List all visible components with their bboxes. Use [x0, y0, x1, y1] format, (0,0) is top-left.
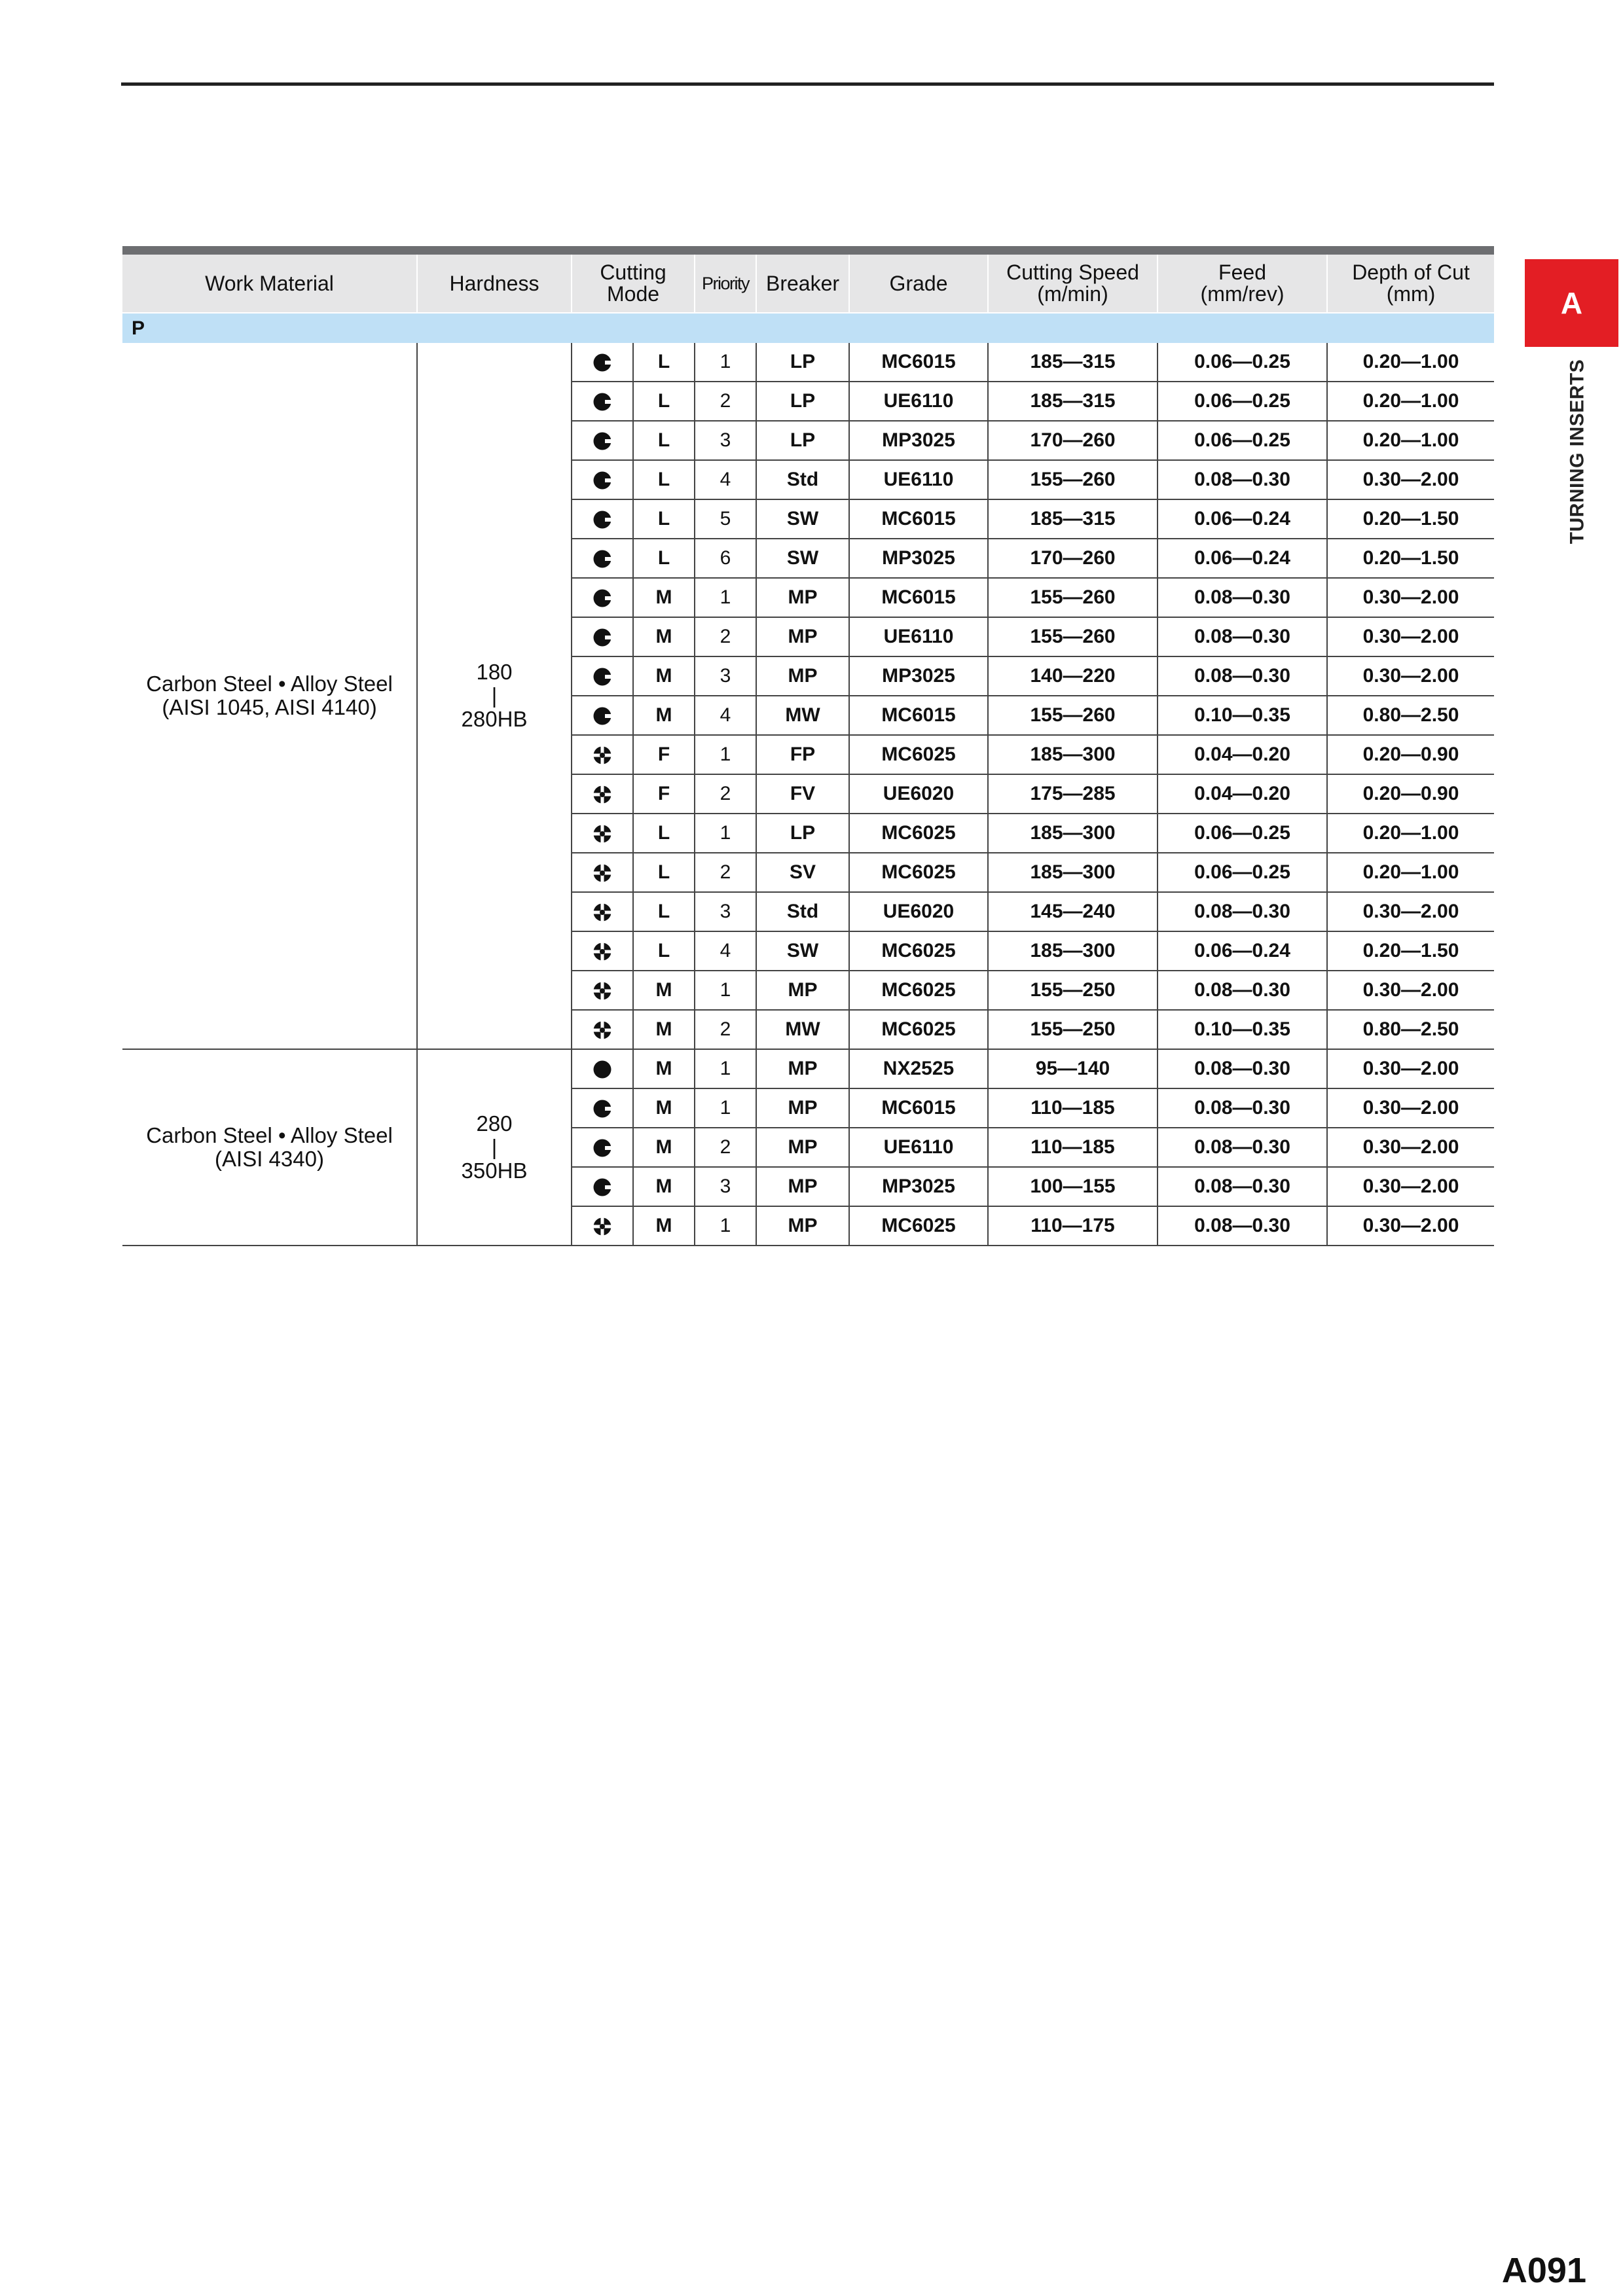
header-cutting-mode	[572, 255, 695, 313]
priority-cell: 2	[695, 774, 756, 814]
breaker-cell: FP	[756, 735, 849, 774]
header-breaker: Breaker	[756, 255, 849, 313]
breaker-cell: SW	[756, 539, 849, 578]
grade-cell: MC6025	[849, 853, 988, 892]
grade-cell: UE6020	[849, 774, 988, 814]
priority-cell: 1	[695, 1088, 756, 1128]
feed-cell: 0.08—0.30	[1158, 1049, 1327, 1088]
cutting-speed-cell: 140—220	[988, 656, 1158, 696]
table-body	[122, 343, 1494, 1246]
grade-cell: NX2525	[849, 1049, 988, 1088]
feed-cell: 0.06—0.25	[1158, 343, 1327, 382]
grade-type-cell	[572, 499, 633, 539]
cutting-mode-cell: M	[633, 1010, 695, 1049]
hardness-text: 350HB	[461, 1158, 528, 1183]
cutting-speed-cell: 155—260	[988, 460, 1158, 499]
grade-type-cell	[572, 578, 633, 617]
feed-cell: 0.10—0.35	[1158, 696, 1327, 735]
grade-type-cell	[572, 971, 633, 1010]
breaker-cell: MP	[756, 1167, 849, 1206]
cutting-mode-cell: M	[633, 1128, 695, 1167]
depth-of-cut-cell: 0.30—2.00	[1327, 971, 1494, 1010]
depth-of-cut-cell: 0.80—2.50	[1327, 1010, 1494, 1049]
cutting-speed-cell: 185—300	[988, 814, 1158, 853]
grade-type-cell	[572, 617, 633, 656]
depth-of-cut-cell: 0.20—1.50	[1327, 499, 1494, 539]
grade-type-cell	[572, 1128, 633, 1167]
feed-cell: 0.06—0.25	[1158, 853, 1327, 892]
depth-of-cut-cell: 0.20—1.00	[1327, 382, 1494, 421]
header-priority: Priority	[695, 255, 756, 313]
grade-cell: MC6025	[849, 735, 988, 774]
coated-carbide-icon	[593, 431, 612, 451]
coated-carbide-icon	[593, 549, 612, 569]
coated-carbide-icon	[593, 471, 612, 490]
cutting-speed-cell: 185—300	[988, 931, 1158, 971]
feed-cell: 0.08—0.30	[1158, 1128, 1327, 1167]
grade-type-cell	[572, 814, 633, 853]
header-hardness: Hardness	[417, 255, 572, 313]
priority-cell: 1	[695, 1206, 756, 1246]
feed-cell: 0.08—0.30	[1158, 578, 1327, 617]
cutting-conditions-table	[122, 246, 1494, 1246]
grade-cell: MP3025	[849, 539, 988, 578]
depth-of-cut-cell: 0.30—2.00	[1327, 1049, 1494, 1088]
grade-cell: MC6025	[849, 1206, 988, 1246]
breaker-cell: MP	[756, 1206, 849, 1246]
work-material-cell	[122, 1049, 417, 1246]
header-depth-line2: (mm)	[1386, 282, 1436, 306]
priority-cell: 3	[695, 1167, 756, 1206]
table-header-row	[122, 255, 1494, 313]
depth-of-cut-cell: 0.20—1.00	[1327, 853, 1494, 892]
grade-cell: MC6025	[849, 931, 988, 971]
cutting-mode-cell: M	[633, 1206, 695, 1246]
interrupted-cut-icon	[593, 824, 612, 844]
depth-of-cut-cell: 0.20—1.50	[1327, 539, 1494, 578]
cutting-speed-cell: 155—250	[988, 1010, 1158, 1049]
coated-carbide-icon	[593, 628, 612, 647]
table-row	[122, 1049, 1494, 1088]
priority-cell: 3	[695, 656, 756, 696]
depth-of-cut-cell: 0.20—1.00	[1327, 421, 1494, 460]
grade-type-cell	[572, 1088, 633, 1128]
feed-cell: 0.08—0.30	[1158, 971, 1327, 1010]
cutting-speed-cell: 185—300	[988, 853, 1158, 892]
depth-of-cut-cell: 0.30—2.00	[1327, 617, 1494, 656]
grade-type-cell	[572, 696, 633, 735]
breaker-cell: MP	[756, 1128, 849, 1167]
priority-cell: 4	[695, 696, 756, 735]
cutting-mode-cell: L	[633, 382, 695, 421]
grade-type-cell	[572, 539, 633, 578]
grade-type-cell	[572, 382, 633, 421]
interrupted-cut-icon	[593, 981, 612, 1001]
cutting-speed-cell: 185—315	[988, 382, 1158, 421]
grade-type-cell	[572, 892, 633, 931]
breaker-cell: SW	[756, 499, 849, 539]
grade-cell: UE6020	[849, 892, 988, 931]
feed-cell: 0.08—0.30	[1158, 1206, 1327, 1246]
depth-of-cut-cell: 0.20—1.00	[1327, 343, 1494, 382]
conditions-grid	[122, 255, 1494, 1246]
grade-cell: MP3025	[849, 656, 988, 696]
cutting-speed-cell: 170—260	[988, 539, 1158, 578]
continuous-cut-icon	[593, 1060, 612, 1079]
section-tab-letter: A	[1560, 286, 1583, 320]
feed-cell: 0.08—0.30	[1158, 1167, 1327, 1206]
grade-type-cell	[572, 1010, 633, 1049]
priority-cell: 2	[695, 1010, 756, 1049]
cutting-speed-cell: 155—250	[988, 971, 1158, 1010]
coated-carbide-icon	[593, 510, 612, 529]
cutting-speed-cell: 185—315	[988, 343, 1158, 382]
priority-cell: 1	[695, 578, 756, 617]
interrupted-cut-icon	[593, 863, 612, 883]
header-cutting-speed-line1: Cutting Speed	[1006, 260, 1139, 284]
feed-cell: 0.06—0.25	[1158, 421, 1327, 460]
hardness-cell	[417, 1049, 572, 1246]
coated-carbide-icon	[593, 353, 612, 372]
feed-cell: 0.06—0.25	[1158, 814, 1327, 853]
feed-cell: 0.08—0.30	[1158, 617, 1327, 656]
feed-cell: 0.08—0.30	[1158, 892, 1327, 931]
cutting-mode-cell: M	[633, 1167, 695, 1206]
grade-type-cell	[572, 735, 633, 774]
cutting-mode-cell: L	[633, 853, 695, 892]
grade-cell: UE6110	[849, 460, 988, 499]
cutting-mode-cell: M	[633, 1088, 695, 1128]
cutting-mode-cell: M	[633, 617, 695, 656]
depth-of-cut-cell: 0.80—2.50	[1327, 696, 1494, 735]
priority-cell: 4	[695, 931, 756, 971]
header-depth-line1: Depth of Cut	[1352, 260, 1470, 284]
cutting-mode-cell: L	[633, 421, 695, 460]
header-cutting-speed	[988, 255, 1158, 313]
cutting-speed-cell: 185—315	[988, 499, 1158, 539]
depth-of-cut-cell: 0.20—0.90	[1327, 774, 1494, 814]
breaker-cell: MP	[756, 578, 849, 617]
grade-type-cell	[572, 460, 633, 499]
table-row	[122, 343, 1494, 382]
priority-cell: 1	[695, 1049, 756, 1088]
cutting-speed-cell: 110—175	[988, 1206, 1158, 1246]
grade-cell: MP3025	[849, 1167, 988, 1206]
cutting-mode-cell: F	[633, 774, 695, 814]
priority-cell: 1	[695, 814, 756, 853]
depth-of-cut-cell: 0.30—2.00	[1327, 1167, 1494, 1206]
feed-cell: 0.06—0.24	[1158, 931, 1327, 971]
feed-cell: 0.06—0.24	[1158, 499, 1327, 539]
hardness-text: 280HB	[461, 707, 528, 731]
cutting-mode-cell: L	[633, 814, 695, 853]
feed-cell: 0.08—0.30	[1158, 656, 1327, 696]
depth-of-cut-cell: 0.20—1.50	[1327, 931, 1494, 971]
breaker-cell: FV	[756, 774, 849, 814]
cutting-speed-cell: 155—260	[988, 578, 1158, 617]
top-rule	[121, 82, 1494, 86]
priority-cell: 3	[695, 892, 756, 931]
header-feed-line2: (mm/rev)	[1200, 282, 1285, 306]
grade-cell: MC6015	[849, 696, 988, 735]
work-material-cell	[122, 343, 417, 1049]
grade-cell: MC6015	[849, 578, 988, 617]
breaker-cell: Std	[756, 460, 849, 499]
hardness-text: 280	[476, 1111, 513, 1136]
depth-of-cut-cell: 0.20—0.90	[1327, 735, 1494, 774]
breaker-cell: Std	[756, 892, 849, 931]
grade-type-cell	[572, 931, 633, 971]
cutting-speed-cell: 185—300	[988, 735, 1158, 774]
cutting-mode-cell: L	[633, 892, 695, 931]
grade-cell: UE6110	[849, 382, 988, 421]
priority-cell: 2	[695, 617, 756, 656]
grade-cell: UE6110	[849, 617, 988, 656]
material-group-row	[122, 313, 1494, 343]
coated-carbide-icon	[593, 392, 612, 412]
depth-of-cut-cell: 0.30—2.00	[1327, 1128, 1494, 1167]
header-work-material: Work Material	[122, 255, 417, 313]
cutting-mode-cell: M	[633, 656, 695, 696]
cutting-speed-cell: 155—260	[988, 617, 1158, 656]
coated-carbide-icon	[593, 1138, 612, 1158]
depth-of-cut-cell: 0.30—2.00	[1327, 1206, 1494, 1246]
grade-cell: MP3025	[849, 421, 988, 460]
cutting-speed-cell: 175—285	[988, 774, 1158, 814]
breaker-cell: MP	[756, 971, 849, 1010]
depth-of-cut-cell: 0.30—2.00	[1327, 892, 1494, 931]
interrupted-cut-icon	[593, 1217, 612, 1236]
depth-of-cut-cell: 0.30—2.00	[1327, 656, 1494, 696]
priority-cell: 1	[695, 343, 756, 382]
header-depth-of-cut	[1327, 255, 1494, 313]
section-label-text: TURNING INSERTS	[1566, 359, 1588, 545]
grade-cell: MC6015	[849, 1088, 988, 1128]
header-grade: Grade	[849, 255, 988, 313]
cutting-mode-cell: L	[633, 539, 695, 578]
priority-cell: 2	[695, 853, 756, 892]
grade-type-cell	[572, 656, 633, 696]
hardness-cell	[417, 343, 572, 1049]
table-top-bar	[122, 246, 1494, 255]
breaker-cell: SV	[756, 853, 849, 892]
cutting-mode-cell: M	[633, 1049, 695, 1088]
breaker-cell: MP	[756, 656, 849, 696]
cutting-speed-cell: 100—155	[988, 1167, 1158, 1206]
breaker-cell: LP	[756, 421, 849, 460]
feed-cell: 0.04—0.20	[1158, 735, 1327, 774]
interrupted-cut-icon	[593, 942, 612, 961]
depth-of-cut-cell: 0.30—2.00	[1327, 460, 1494, 499]
grade-cell: MC6015	[849, 499, 988, 539]
work-material-text: Carbon Steel • Alloy Steel	[146, 672, 393, 696]
header-feed	[1158, 255, 1327, 313]
page-number: A091	[1501, 2251, 1586, 2290]
grade-cell: MC6025	[849, 971, 988, 1010]
grade-cell: MC6015	[849, 343, 988, 382]
breaker-cell: LP	[756, 382, 849, 421]
priority-cell: 1	[695, 971, 756, 1010]
coated-carbide-icon	[593, 1099, 612, 1119]
grade-type-cell	[572, 1167, 633, 1206]
feed-cell: 0.08—0.30	[1158, 460, 1327, 499]
grade-type-cell	[572, 774, 633, 814]
coated-carbide-icon	[593, 706, 612, 726]
cutting-speed-cell: 95—140	[988, 1049, 1158, 1088]
grade-type-cell	[572, 343, 633, 382]
hardness-text: |	[491, 1135, 498, 1159]
interrupted-cut-icon	[593, 745, 612, 765]
cutting-mode-cell: L	[633, 499, 695, 539]
priority-cell: 3	[695, 421, 756, 460]
priority-cell: 2	[695, 1128, 756, 1167]
feed-cell: 0.08—0.30	[1158, 1088, 1327, 1128]
cutting-mode-cell: F	[633, 735, 695, 774]
cutting-mode-cell: M	[633, 578, 695, 617]
material-group-label: P	[122, 313, 1494, 343]
grade-type-cell	[572, 1206, 633, 1246]
section-label	[1564, 357, 1590, 547]
interrupted-cut-icon	[593, 785, 612, 804]
work-material-text: (AISI 4340)	[215, 1147, 324, 1171]
header-feed-line1: Feed	[1218, 260, 1266, 284]
header-cutting-speed-line2: (m/min)	[1037, 282, 1108, 306]
grade-type-cell	[572, 1049, 633, 1088]
cutting-speed-cell: 170—260	[988, 421, 1158, 460]
priority-cell: 4	[695, 460, 756, 499]
breaker-cell: SW	[756, 931, 849, 971]
cutting-mode-cell: L	[633, 460, 695, 499]
coated-carbide-icon	[593, 667, 612, 687]
cutting-speed-cell: 110—185	[988, 1088, 1158, 1128]
priority-cell: 1	[695, 735, 756, 774]
cutting-speed-cell: 110—185	[988, 1128, 1158, 1167]
cutting-speed-cell: 155—260	[988, 696, 1158, 735]
coated-carbide-icon	[593, 588, 612, 608]
interrupted-cut-icon	[593, 1020, 612, 1040]
feed-cell: 0.06—0.25	[1158, 382, 1327, 421]
work-material-text: (AISI 1045, AISI 4140)	[162, 695, 377, 719]
work-material-text: Carbon Steel • Alloy Steel	[146, 1123, 393, 1147]
cutting-speed-cell: 145—240	[988, 892, 1158, 931]
grade-cell: MC6025	[849, 814, 988, 853]
section-tab	[1525, 259, 1618, 347]
cutting-mode-cell: M	[633, 971, 695, 1010]
breaker-cell: MW	[756, 696, 849, 735]
grade-type-cell	[572, 421, 633, 460]
coated-carbide-icon	[593, 1177, 612, 1197]
cutting-mode-cell: M	[633, 696, 695, 735]
feed-cell: 0.06—0.24	[1158, 539, 1327, 578]
depth-of-cut-cell: 0.20—1.00	[1327, 814, 1494, 853]
feed-cell: 0.10—0.35	[1158, 1010, 1327, 1049]
priority-cell: 6	[695, 539, 756, 578]
breaker-cell: MP	[756, 1088, 849, 1128]
breaker-cell: MP	[756, 617, 849, 656]
interrupted-cut-icon	[593, 903, 612, 922]
header-cutting-mode-line2: Mode	[606, 282, 660, 306]
priority-cell: 2	[695, 382, 756, 421]
hardness-text: |	[491, 683, 498, 708]
cutting-mode-cell: L	[633, 931, 695, 971]
grade-cell: MC6025	[849, 1010, 988, 1049]
feed-cell: 0.04—0.20	[1158, 774, 1327, 814]
priority-cell: 5	[695, 499, 756, 539]
header-cutting-mode-line1: Cutting	[600, 260, 666, 284]
breaker-cell: LP	[756, 814, 849, 853]
grade-type-cell	[572, 853, 633, 892]
breaker-cell: LP	[756, 343, 849, 382]
grade-cell: UE6110	[849, 1128, 988, 1167]
depth-of-cut-cell: 0.30—2.00	[1327, 578, 1494, 617]
hardness-text: 180	[476, 660, 513, 684]
depth-of-cut-cell: 0.30—2.00	[1327, 1088, 1494, 1128]
breaker-cell: MW	[756, 1010, 849, 1049]
cutting-mode-cell: L	[633, 343, 695, 382]
breaker-cell: MP	[756, 1049, 849, 1088]
